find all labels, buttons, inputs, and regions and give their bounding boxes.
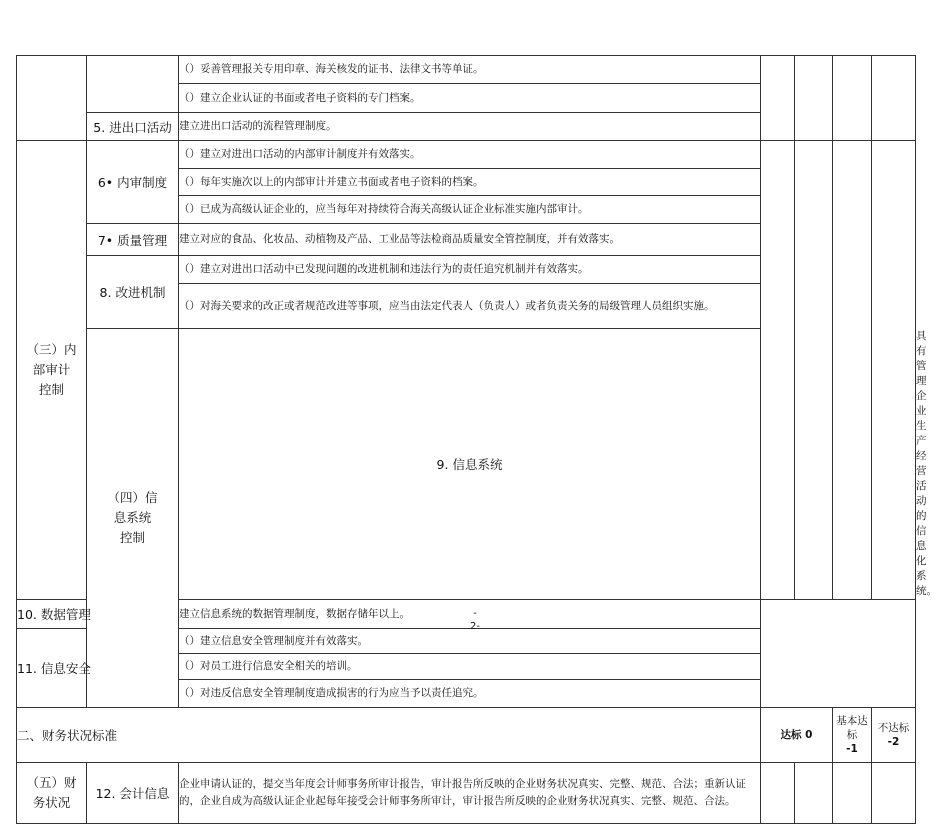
item-data-management: 建立信息系统的数据管理制度，数据存储年以上。 xyxy=(179,600,761,629)
table-row xyxy=(17,763,916,824)
item-improve-1: （）建立对进出口活动中已发现问题的改进机制和违法行为的责任追究机制并有效落实。 xyxy=(179,256,761,284)
subcategory-internal-audit: 6• 内审制度 xyxy=(87,141,179,224)
category-internal-audit-control xyxy=(17,141,87,600)
subcategory-improvement: 8. 改进机制 xyxy=(87,256,179,329)
table-row xyxy=(17,141,916,169)
subcategory-info-system: 9. 信息系统 xyxy=(179,329,761,600)
subcategory-data-management: 10. 数据管理 xyxy=(17,600,87,629)
header-basic-line: 基本达 xyxy=(836,715,868,727)
table-row xyxy=(17,56,916,84)
header-basic-line: 标 xyxy=(846,729,858,741)
section-title: 二、财务状况标准 xyxy=(17,708,761,763)
subcategory-quality: 7• 质量管理 xyxy=(87,224,179,256)
item-security-3: （）对违反信息安全管理制度造成损害的行为应当予以责任追究。 xyxy=(179,680,761,708)
score-cell xyxy=(795,141,833,600)
item-security-1: （）建立信息安全管理制度并有效落实。 xyxy=(179,629,761,654)
section-header-row xyxy=(17,708,916,763)
header-basic-score: -1 xyxy=(846,743,858,755)
score-cell xyxy=(795,763,833,824)
page-number-dash: - xyxy=(473,608,477,619)
subcategory-import-export: 5. 进出口活动 xyxy=(87,113,179,141)
category-line: （五）财 xyxy=(26,775,77,790)
certification-standards-table xyxy=(16,55,937,824)
item-quality: 建立对应的食品、化妆品、动植物及产品、工业品等法检商品质量安全管控制度，并有效落实。 xyxy=(179,224,761,256)
category-line: 控制 xyxy=(38,382,64,397)
item-audit-2: （）每年实施次以上的内部审计并建立书面或者电子资料的档案。 xyxy=(179,169,761,196)
page-number: 2- xyxy=(470,621,480,632)
category-info-system-control xyxy=(87,329,179,708)
item-security-2: （）对员工进行信息安全相关的培训。 xyxy=(179,654,761,680)
header-fail-line: 不达标 xyxy=(877,722,910,734)
item-accounting: 企业申请认证的，提交当年度会计师事务所审计报告，审计报告所反映的企业财务状况真实、完整、规范、合法；重新认证的，企业自成为高级认证企业起每年接受会计师事务所审计，审计报告所反映的企业财务状况真实、完整、规范、合法。 xyxy=(179,763,761,824)
item-cert-archive: （）建立企业认证的书面或者电子资料的专门档案。 xyxy=(179,84,761,113)
table-row: （四）信 息系统 控制 9. 信息系统 具有管理企业生产经营活动的信息化系统。 xyxy=(17,329,916,600)
category-line: （三）内 xyxy=(26,342,77,357)
category-line: 部审计 xyxy=(32,362,71,377)
category-line: 息系统 xyxy=(113,510,152,525)
header-fail-score: -2 xyxy=(887,736,900,748)
score-cell xyxy=(872,141,916,600)
category-line: （四）信 xyxy=(107,490,158,505)
score-cell xyxy=(833,763,872,824)
subcategory-info-security: 11. 信息安全 xyxy=(17,629,87,708)
item-import-export-process: 建立进出口活动的流程管理制度。 xyxy=(179,113,761,141)
score-cell xyxy=(761,763,795,824)
category-line: 务状况 xyxy=(32,795,71,810)
header-pass xyxy=(761,708,833,763)
score-cell xyxy=(761,141,795,600)
score-cell xyxy=(833,141,872,600)
category-financial-status xyxy=(17,763,87,824)
header-fail xyxy=(872,708,916,763)
header-pass-label: 达标 0 xyxy=(780,729,813,741)
item-audit-3: （）已成为高级认证企业的，应当每年对持续符合海关高级认证企业标准实施内部审计。 xyxy=(179,196,761,224)
category-cell-empty xyxy=(17,56,87,141)
score-cell xyxy=(872,763,916,824)
subcategory-accounting: 12. 会计信息 xyxy=(87,763,179,824)
item-seal-management: （）妥善管理报关专用印章、海关核发的证书、法律文书等单证。 xyxy=(179,56,761,84)
score-cell xyxy=(761,56,795,141)
score-cell xyxy=(872,56,916,141)
item-improve-2: （）对海关要求的改正或者规范改进等事项，应当由法定代表人（负责人）或者负责关务的局级管理人员组织实施。 xyxy=(179,284,761,329)
score-cell xyxy=(795,56,833,141)
header-basic-pass xyxy=(833,708,872,763)
score-cell xyxy=(833,56,872,141)
category-line: 控制 xyxy=(119,530,145,545)
subcategory-cell-empty xyxy=(87,56,179,113)
item-audit-1: （）建立对进出口活动的内部审计制度并有效落实。 xyxy=(179,141,761,169)
